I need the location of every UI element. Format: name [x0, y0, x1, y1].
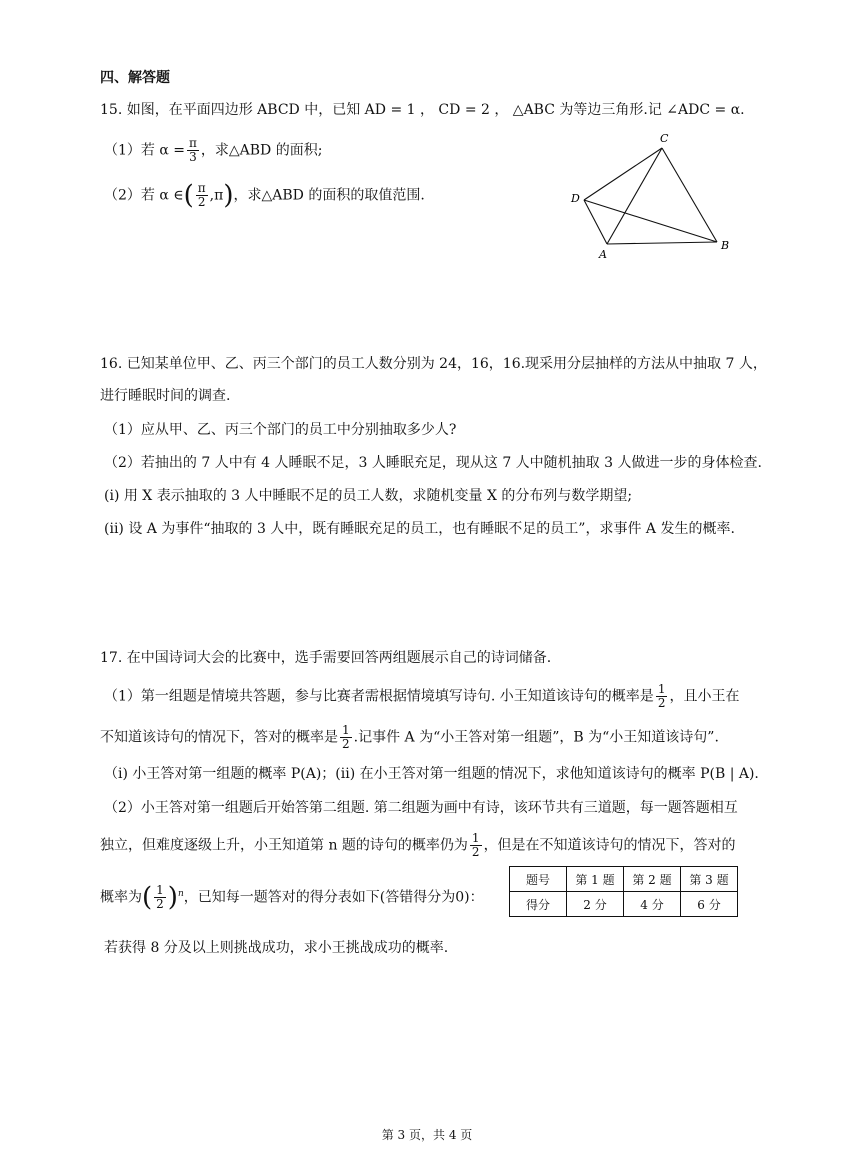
q17-part2c: [100, 884, 484, 911]
score-table: [509, 866, 738, 917]
right-paren: ): [223, 180, 234, 211]
q17-part2b-post: ，但是在不知道该诗句的情况下，答对的: [483, 837, 736, 854]
q15-part2-pre: （2）若 α ∈: [104, 187, 184, 204]
q16-part1: （1）应从甲、乙、丙三个部门的员工中分别抽取多少人?: [104, 422, 457, 438]
table-header-cell: 题号: [510, 867, 567, 892]
label-B: B: [721, 239, 730, 252]
fraction-numerator: π: [197, 181, 206, 195]
table-header-cell: 第 3 题: [681, 867, 738, 892]
edge-CA: [607, 148, 662, 244]
q15-stem: 15. 如图，在平面四边形 ABCD 中，已知 AD = 1 ， CD = 2 ， △ABC 为等边三角形.记 ∠ADC = α.: [100, 102, 745, 118]
exponent: n: [177, 889, 184, 899]
fraction-numerator: 1: [471, 831, 480, 845]
edge-DB: [584, 200, 717, 242]
fraction-numerator: 1: [342, 723, 350, 737]
table-header-cell: 第 1 题: [567, 867, 624, 892]
label-D: D: [571, 192, 580, 205]
quadrilateral-figure: [560, 128, 740, 263]
fraction-numerator: 1: [156, 883, 164, 898]
q17-part1a-post: ，且小王在: [669, 688, 740, 705]
q16-part2: （2）若抽出的 7 人中有 4 人睡眠不足，3 人睡眠充足，现从这 7 人中随机抽取 3 人做进一步的身体检查.: [104, 455, 762, 471]
table-cell: 得分: [510, 892, 567, 917]
table-row: [510, 867, 738, 892]
q16-line2: 进行睡眠时间的调查.: [100, 388, 231, 404]
page-footer: 第 3 页，共 4 页: [381, 1128, 473, 1142]
label-A: A: [599, 248, 607, 261]
left-paren: (: [183, 180, 194, 211]
q16-part2-ii: (ii) 设 A 为事件“抽取的 3 人中，既有睡眠充足的员工，也有睡眠不足的员工”，求事件 A 发生的概率.: [104, 521, 735, 537]
q15-part2: [104, 182, 425, 209]
q15-part1-post: ，求△ABD 的面积;: [200, 142, 323, 159]
q17-part2a: （2）小王答对第一组题后开始答第二组题. 第二组题为画中有诗，该环节共有三道题，每一题答题相互: [104, 800, 738, 816]
fraction-denominator: 2: [471, 845, 480, 859]
table-header-cell: 第 2 题: [624, 867, 681, 892]
q17-part2c-pre: 概率为: [100, 889, 142, 906]
edge-AB: [607, 242, 717, 244]
fraction: [340, 724, 352, 751]
fraction-numerator: π: [189, 136, 197, 150]
edge-CB: [662, 148, 717, 242]
fraction: [187, 137, 199, 164]
fraction-denominator: 2: [197, 195, 206, 209]
table-cell: 2 分: [567, 892, 624, 917]
q17-part1b-pre: 不知道该诗句的情况下，答对的概率是: [100, 729, 338, 746]
label-C: C: [660, 132, 669, 145]
left-paren: (: [142, 882, 153, 913]
q17-part2c-post: ，已知每一题答对的得分表如下(答错得分为0)：: [183, 889, 484, 906]
edge-CD: [584, 148, 662, 200]
q15-part1: [104, 137, 322, 164]
table-row: [510, 892, 738, 917]
fraction: [196, 182, 208, 209]
fraction: [154, 884, 166, 911]
table-cell: 4 分: [624, 892, 681, 917]
q15-part2-tail: ，求△ABD 的面积的取值范围.: [233, 187, 425, 204]
fraction: [656, 683, 668, 710]
fraction-denominator: 2: [342, 737, 350, 751]
fraction-numerator: 1: [657, 682, 666, 696]
q16-line1: 16. 已知某单位甲、乙、丙三个部门的员工人数分别为 24，16，16.现采用分层抽样的方法从中抽取 7 人，: [100, 356, 767, 372]
fraction-denominator: 2: [657, 696, 666, 710]
section-title: 四、解答题: [100, 70, 170, 86]
q17-part2b: [100, 832, 736, 859]
q17-part1b: [100, 724, 719, 751]
fraction: [470, 832, 482, 859]
right-paren: ): [167, 882, 178, 913]
q17-line1: 17. 在中国诗词大会的比赛中，选手需要回答两组题展示自己的诗词储备.: [100, 650, 552, 666]
q15-part2-post: ,π: [209, 187, 224, 204]
q17-part2d: 若获得 8 分及以上则挑战成功，求小王挑战成功的概率.: [104, 940, 449, 956]
fraction-denominator: 2: [156, 897, 164, 912]
q15-part1-pre: （1）若 α =: [104, 142, 185, 159]
q17-part1b-post: .记事件 A 为“小王答对第一组题”，B 为“小王知道该诗句”.: [353, 729, 719, 746]
q16-part2-i: (i) 用 X 表示抽取的 3 人中睡眠不足的员工人数，求随机变量 X 的分布列与数学期望;: [104, 488, 633, 504]
q17-part1a: [104, 683, 739, 710]
q17-part1c: （i) 小王答对第一组题的概率 P(A)；(ii) 在小王答对第一组题的情况下，求他知道该诗句的概率 P(B | A).: [104, 766, 759, 782]
q17-part2b-pre: 独立，但难度逐级上升，小王知道第 n 题的诗句的概率仍为: [100, 837, 468, 854]
q17-part1a-pre: （1）第一组题是情境共答题，参与比赛者需根据情境填写诗句. 小王知道该诗句的概率是: [104, 688, 654, 705]
fraction-denominator: 3: [189, 150, 197, 164]
table-cell: 6 分: [681, 892, 738, 917]
